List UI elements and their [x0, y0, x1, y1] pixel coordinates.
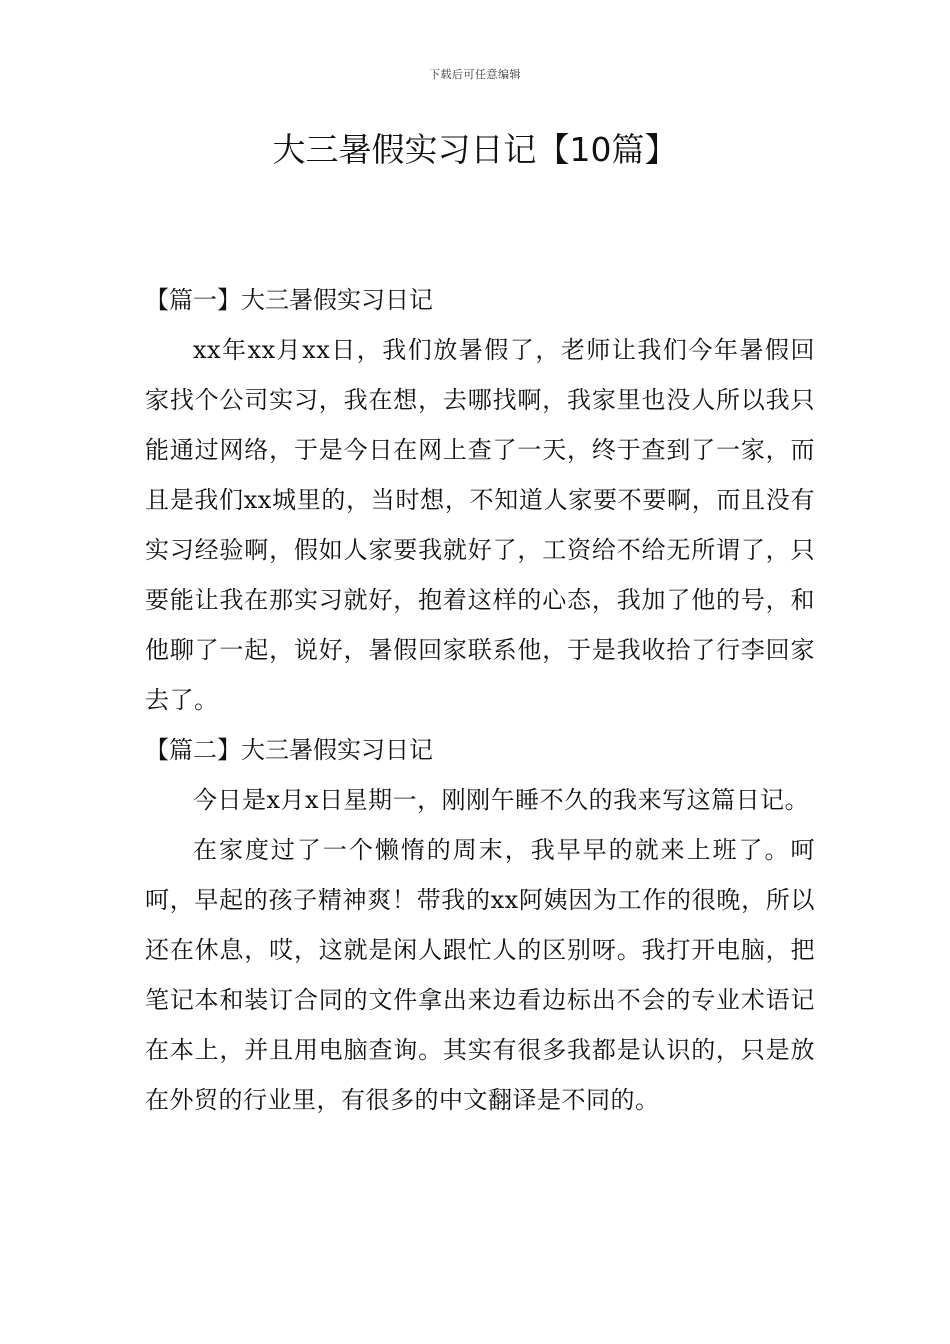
paragraph: xx年xx月xx日，我们放暑假了，老师让我们今年暑假回家找个公司实习，我在想，去哪找啊，我家里也没人所以我只能通过网络，于是今日在网上查了一天，终于查到了一家，而且是我们xx城里的，当时想，不知道人家要不要啊，而且没有实习经验啊，假如人家要我就好了，工资给不给无所谓了，只要能让我在那实习就好，抱着这样的心态，我加了他的号，和他聊了一起，说好，暑假回家联系他，于是我收拾了行李回家去了。	[145, 336, 815, 714]
section-2	[145, 725, 815, 1125]
section-heading: 【篇一】大三暑假实习日记	[145, 286, 433, 314]
document-body	[145, 275, 815, 1125]
paragraph: 今日是x月x日星期一，刚刚午睡不久的我来写这篇日记。	[193, 786, 810, 814]
section-1	[145, 275, 815, 725]
section-heading: 【篇二】大三暑假实习日记	[145, 736, 433, 764]
header-note: 下载后可任意编辑	[429, 68, 521, 81]
document-title: 大三暑假实习日记【10篇】	[272, 130, 678, 169]
paragraph: 在家度过了一个懒惰的周末，我早早的就来上班了。呵呵，早起的孩子精神爽！带我的xx阿姨因为工作的很晚，所以还在休息，哎，这就是闲人跟忙人的区别呀。我打开电脑，把笔记本和装订合同的文件拿出来边看边标出不会的专业术语记在本上，并且用电脑查询。其实有很多我都是认识的，只是放在外贸的行业里，有很多的中文翻译是不同的。	[145, 836, 815, 1114]
